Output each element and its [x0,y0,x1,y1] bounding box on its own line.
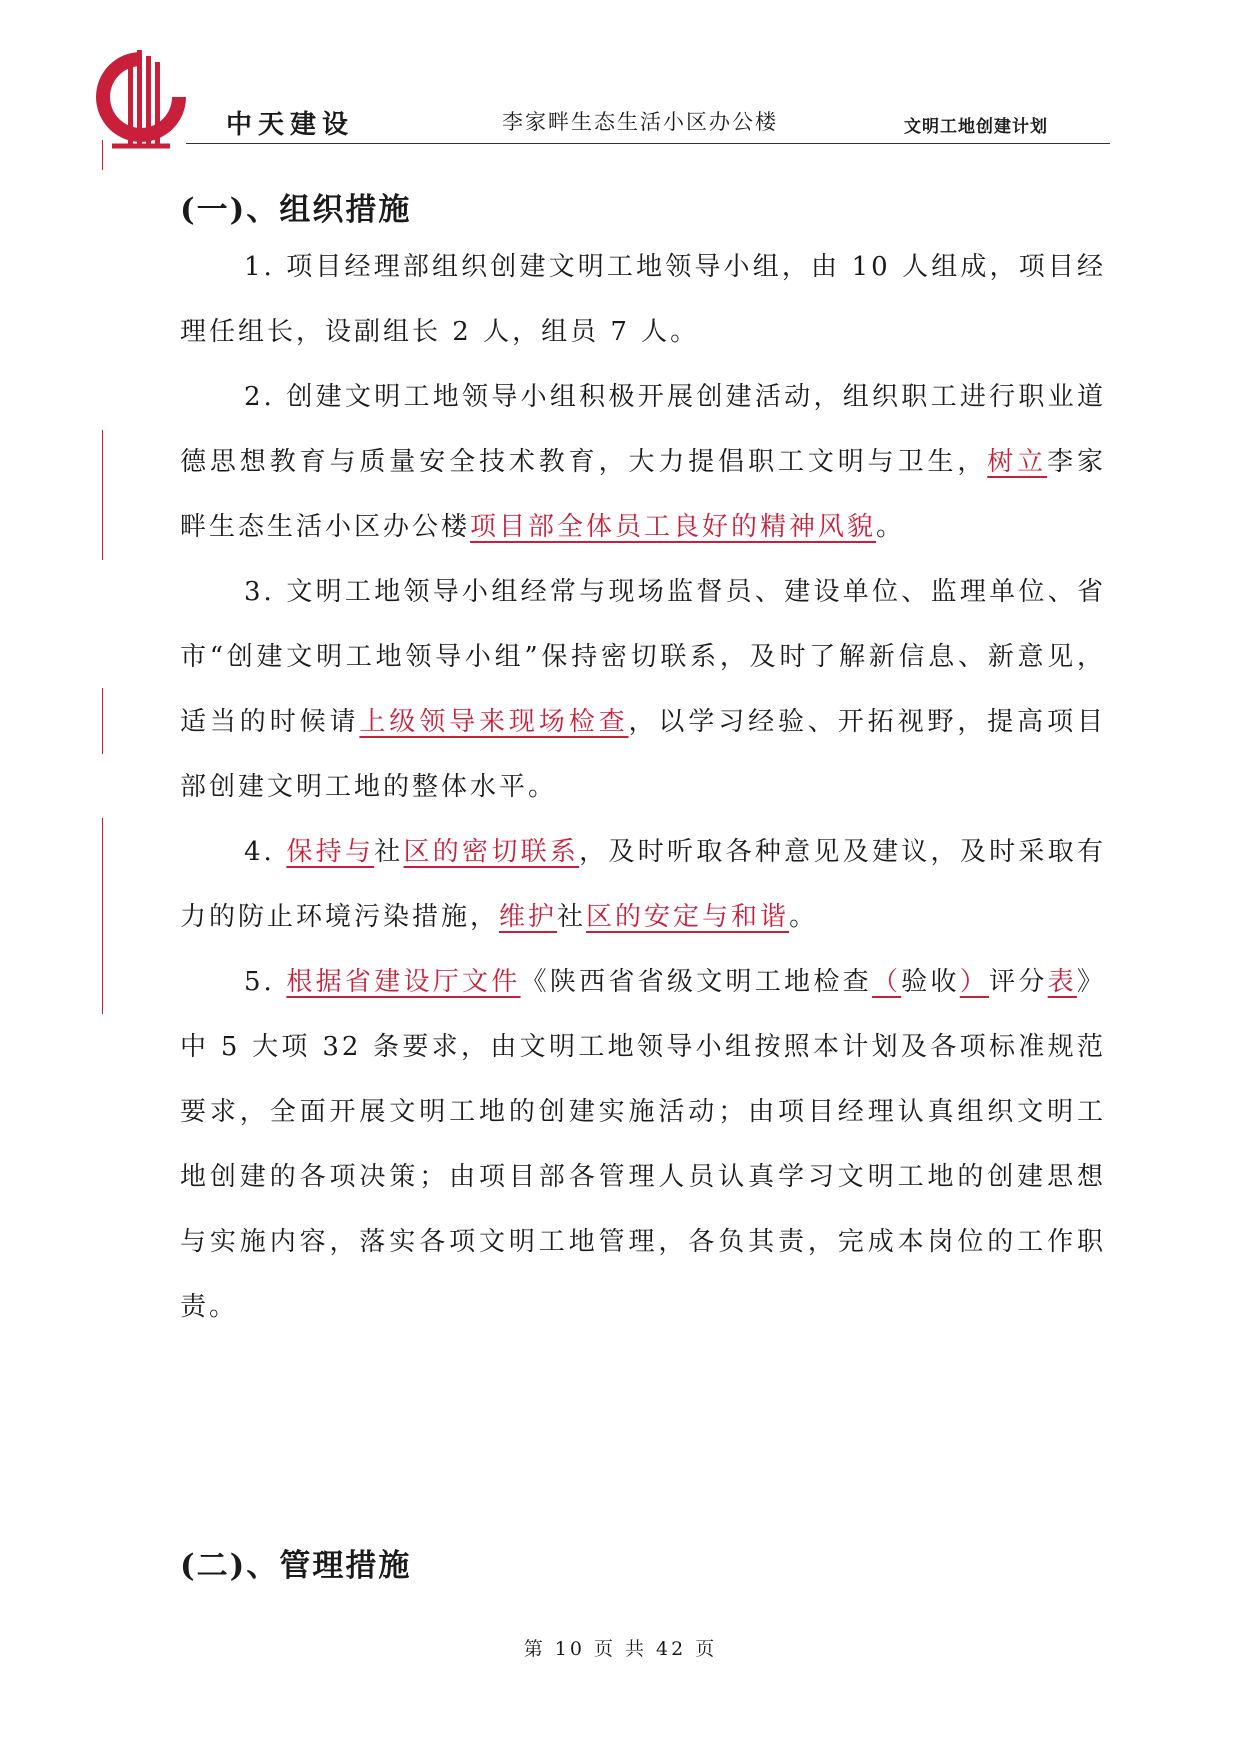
paragraph-text: 《陕西省省级文明工地检查 [520,967,872,997]
tracked-change-text: 根据省建设厅文件 [286,967,521,997]
paragraph-text: 验收 [901,967,960,997]
paragraph-text: 李家畔生态生活小区办公楼 [180,447,1106,542]
tracked-change-text: 维护 [499,902,558,932]
paragraph-text: ，以学习经验、开拓视野，提高项目部创建文明工地的整体水平。 [180,707,1106,802]
company-logo [92,48,190,154]
tracked-change-text: 区的密切联系 [403,837,580,867]
paragraph-text: ，及时听取各种意见及建议，及时采取有力的防止环境污染措施， [180,837,1106,932]
paragraph [180,820,1106,950]
revision-bar [102,818,103,1014]
section-heading: (一)、组织措施 [180,192,412,228]
paragraph-text: 。 [876,512,906,542]
paragraph-text: 3. 文明工地领导小组经常与现场监督员、建设单位、监理单位、省市“创建文明工地领导小组”保持密切联系，及时了解新信息、新意见，适当的时候请 [180,577,1106,737]
paragraph-text: 1. 项目经理部组织创建文明工地领导小组，由 10 人组成，项目经理任组长，设副组长 2 人，组员 7 人。 [180,252,1106,347]
paragraph [180,560,1106,820]
tracked-change-text: 上级领导来现场检查 [359,707,629,737]
tracked-change-text: 树立 [987,447,1048,477]
paragraph-text: 。 [789,902,819,932]
header-project-name: 李家畔生态生活小区办公楼 [502,110,778,134]
revision-bar [102,688,103,754]
paragraph-text: 》中 5 大项 32 条要求，由文明工地领导小组按照本计划及各项标准规范要求，全面开展文明工地的创建实施活动；由项目经理认真组织文明工地创建的各项决策；由项目部各管理人员认真学习文明工地的创建思想与实施内容，落实各项文明工地管理，各负其责，完成本岗位的工作职责。 [180,967,1106,1322]
header-divider [186,143,1110,144]
paragraph-text: 评分 [989,967,1048,997]
paragraph-text: 4. [244,837,287,867]
paragraph [180,950,1106,1340]
revision-bar [102,430,103,560]
tracked-change-text: （ [871,967,902,997]
page-number: 第 10 页 共 42 页 [523,1638,718,1660]
section-heading: (二)、管理措施 [180,1548,412,1584]
tracked-change-text: ） [959,967,990,997]
tracked-change-text: 表 [1047,967,1077,997]
paragraph [180,235,1106,365]
tracked-change-text: 区的安定与和谐 [586,902,790,932]
paragraph [180,365,1106,560]
tracked-change-text: 保持与 [286,837,375,867]
paragraph-text: 2. 创建文明工地领导小组积极开展创建活动，组织职工进行职业道德思想教育与质量安全技术教育，大力提倡职工文明与卫生， [180,382,1106,477]
header-company-name: 中天建设 [226,110,355,140]
paragraph-text: 5. [244,967,287,997]
revision-bar [102,140,103,170]
header-document-title: 文明工地创建计划 [904,117,1048,137]
paragraph-text: 社 [557,902,587,932]
tracked-change-text: 项目部全体员工良好的精神风貌 [470,512,877,542]
paragraph-text: 社 [374,837,404,867]
